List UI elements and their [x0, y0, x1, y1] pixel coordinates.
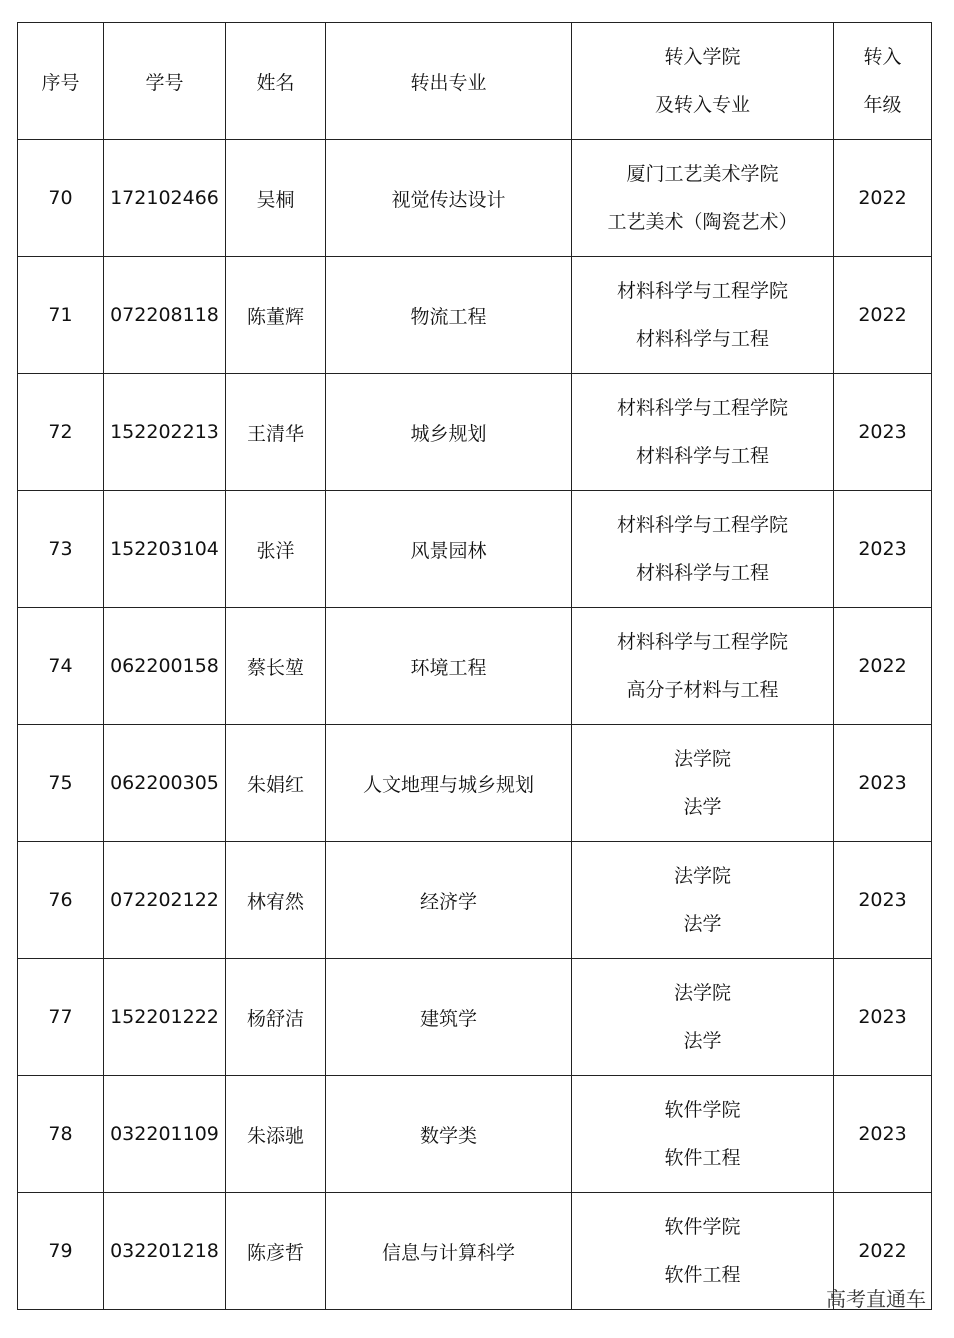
cell-from-major: 建筑学	[326, 959, 572, 1076]
cell-to-major: 法学	[683, 796, 722, 818]
cell-student-id: 032201109	[104, 1076, 226, 1193]
cell-name: 杨舒洁	[226, 959, 326, 1076]
cell-to-major: 材料科学与工程	[635, 445, 769, 467]
cell-student-id: 062200158	[104, 608, 226, 725]
cell-student-id: 152201222	[104, 959, 226, 1076]
cell-name: 陈董辉	[226, 257, 326, 374]
header-from-major: 转出专业	[326, 23, 572, 140]
table-row	[18, 842, 932, 959]
cell-to-college	[572, 374, 834, 491]
transfer-table-container	[17, 22, 932, 1310]
cell-to-major: 材料科学与工程	[635, 328, 769, 350]
cell-to-college	[572, 257, 834, 374]
cell-from-major: 经济学	[326, 842, 572, 959]
cell-seq: 73	[18, 491, 104, 608]
cell-seq: 75	[18, 725, 104, 842]
header-seq: 序号	[18, 23, 104, 140]
cell-year: 2023	[834, 959, 932, 1076]
cell-student-id: 072202122	[104, 842, 226, 959]
transfer-table	[17, 22, 932, 1310]
cell-to-college-name: 材料科学与工程学院	[616, 280, 788, 302]
cell-student-id: 072208118	[104, 257, 226, 374]
header-year	[834, 23, 932, 140]
header-name: 姓名	[226, 23, 326, 140]
watermark: 高考直通车	[826, 1287, 926, 1311]
cell-year: 2022	[834, 257, 932, 374]
table-row	[18, 257, 932, 374]
cell-to-college-name: 法学院	[673, 865, 731, 887]
cell-student-id: 152202213	[104, 374, 226, 491]
cell-student-id: 152203104	[104, 491, 226, 608]
table-body	[18, 140, 932, 1310]
cell-to-major: 法学	[683, 1030, 722, 1052]
cell-from-major: 风景园林	[326, 491, 572, 608]
cell-to-major: 工艺美术（陶瓷艺术）	[607, 211, 798, 233]
cell-to-college	[572, 140, 834, 257]
cell-year: 2023	[834, 491, 932, 608]
cell-year: 2023	[834, 842, 932, 959]
cell-to-college	[572, 491, 834, 608]
cell-student-id: 032201218	[104, 1193, 226, 1310]
cell-name: 王清华	[226, 374, 326, 491]
cell-name: 张洋	[226, 491, 326, 608]
cell-seq: 74	[18, 608, 104, 725]
cell-from-major: 物流工程	[326, 257, 572, 374]
cell-student-id: 172102466	[104, 140, 226, 257]
cell-to-college-name: 法学院	[673, 748, 731, 770]
cell-to-college	[572, 959, 834, 1076]
cell-to-major: 高分子材料与工程	[626, 679, 779, 701]
cell-student-id: 062200305	[104, 725, 226, 842]
cell-name: 蔡长堃	[226, 608, 326, 725]
table-row	[18, 374, 932, 491]
cell-from-major: 人文地理与城乡规划	[326, 725, 572, 842]
cell-year: 2023	[834, 1076, 932, 1193]
cell-year: 2022	[834, 140, 932, 257]
cell-name: 朱娟红	[226, 725, 326, 842]
header-to-college-line2: 及转入专业	[654, 94, 750, 116]
header-to-college	[572, 23, 834, 140]
table-row	[18, 725, 932, 842]
table-row	[18, 491, 932, 608]
cell-seq: 76	[18, 842, 104, 959]
cell-to-major: 软件工程	[664, 1264, 741, 1286]
cell-from-major: 城乡规划	[326, 374, 572, 491]
cell-to-major: 材料科学与工程	[635, 562, 769, 584]
header-to-college-line1: 转入学院	[664, 46, 741, 68]
cell-year: 2022	[834, 608, 932, 725]
cell-seq: 72	[18, 374, 104, 491]
cell-to-college	[572, 1193, 834, 1310]
cell-from-major: 数学类	[326, 1076, 572, 1193]
table-row	[18, 140, 932, 257]
cell-name: 陈彦哲	[226, 1193, 326, 1310]
table-header-row	[18, 23, 932, 140]
cell-to-college-name: 软件学院	[664, 1099, 741, 1121]
cell-to-college	[572, 1076, 834, 1193]
cell-from-major: 信息与计算科学	[326, 1193, 572, 1310]
cell-year: 2023	[834, 374, 932, 491]
header-year-line2: 年级	[863, 94, 902, 116]
cell-year: 2023	[834, 725, 932, 842]
cell-from-major: 视觉传达设计	[326, 140, 572, 257]
cell-seq: 78	[18, 1076, 104, 1193]
cell-to-college-name: 材料科学与工程学院	[616, 397, 788, 419]
cell-seq: 77	[18, 959, 104, 1076]
cell-to-college	[572, 725, 834, 842]
cell-name: 吴桐	[226, 140, 326, 257]
cell-seq: 70	[18, 140, 104, 257]
cell-to-college-name: 法学院	[673, 982, 731, 1004]
cell-to-college-name: 软件学院	[664, 1216, 741, 1238]
cell-name: 朱添驰	[226, 1076, 326, 1193]
cell-to-college-name: 材料科学与工程学院	[616, 631, 788, 653]
cell-name: 林宥然	[226, 842, 326, 959]
cell-seq: 79	[18, 1193, 104, 1310]
cell-to-college	[572, 608, 834, 725]
table-row	[18, 1193, 932, 1310]
header-student-id: 学号	[104, 23, 226, 140]
cell-to-college-name: 厦门工艺美术学院	[626, 163, 779, 185]
cell-to-college	[572, 842, 834, 959]
table-row	[18, 608, 932, 725]
cell-from-major: 环境工程	[326, 608, 572, 725]
cell-to-major: 法学	[683, 913, 722, 935]
cell-seq: 71	[18, 257, 104, 374]
header-year-line1: 转入	[863, 46, 902, 68]
table-row	[18, 1076, 932, 1193]
table-row	[18, 959, 932, 1076]
cell-to-college-name: 材料科学与工程学院	[616, 514, 788, 536]
cell-to-major: 软件工程	[664, 1147, 741, 1169]
cell-year: 2022	[834, 1193, 932, 1310]
